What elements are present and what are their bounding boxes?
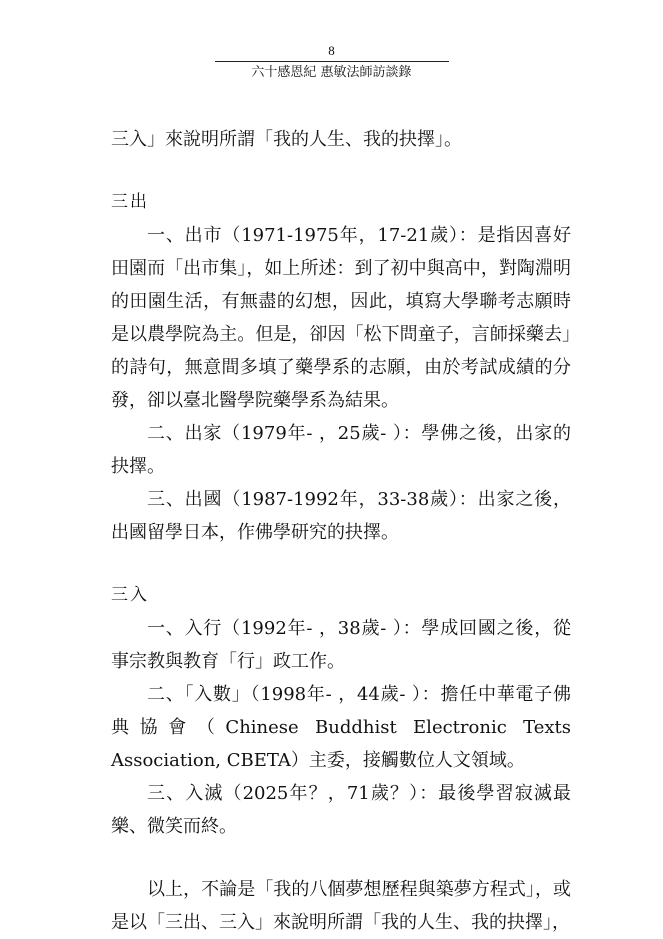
running-title: 六十感恩紀 惠敏法師訪談錄 <box>251 65 412 80</box>
paragraph-gap <box>111 156 571 186</box>
header-rule <box>215 61 449 62</box>
paragraph-out-home: 二、出家（1979年- ，25歲- ）：學佛之後，出家的抉擇。 <box>111 423 571 477</box>
paragraph-conclusion: 以上，不論是「我的八個夢想歷程與築夢方程式」，或是以「三出、三入」來說明所謂「我的人生、我的抉擇」， <box>111 879 571 933</box>
paragraph-in-admin: 一、入行（1992年- ，38歲- ）：學成回國之後，從事宗教與教育「行」政工作。 <box>111 618 571 672</box>
page-body <box>111 123 571 939</box>
paragraph-out-market: 一、出市（1971-1975年，17-21歲）：是指因喜好田園而「出市集」，如上所述：到了初中與高中，對陶淵明的田園生活，有無盡的幻想，因此，填寫大學聯考志願時是以農學院為主。但是，卻因「松下問童子，言師採藥去」的詩句，無意間多填了藥學系的志願，由於考試成績的分發，卻以臺北醫學院藥學系為結果。 <box>111 225 571 411</box>
paragraph-gap <box>111 843 571 873</box>
section-heading-three-out: 三出 <box>111 192 149 212</box>
paragraph-gap <box>111 549 571 579</box>
page-header <box>0 42 663 82</box>
paragraph-in-nirvana: 三、入滅（2025年？，71歲？）：最後學習寂滅最樂、微笑而終。 <box>111 783 571 837</box>
page-number: 8 <box>328 43 335 58</box>
paragraph-in-digital: 二、「入數」（1998年- ，44歲- ）：擔任中華電子佛典協會（Chinese Buddhist Electronic Texts Association, CBETA）主委，接觸數位人文領域。 <box>111 684 571 771</box>
section-heading-three-in: 三入 <box>111 585 149 605</box>
paragraph-out-country: 三、出國（1987-1992年，33-38歲）：出家之後，出國留學日本，作佛學研究的抉擇。 <box>111 489 571 543</box>
intro-line: 三入」來說明所謂「我的人生、我的抉擇」。 <box>111 129 462 150</box>
